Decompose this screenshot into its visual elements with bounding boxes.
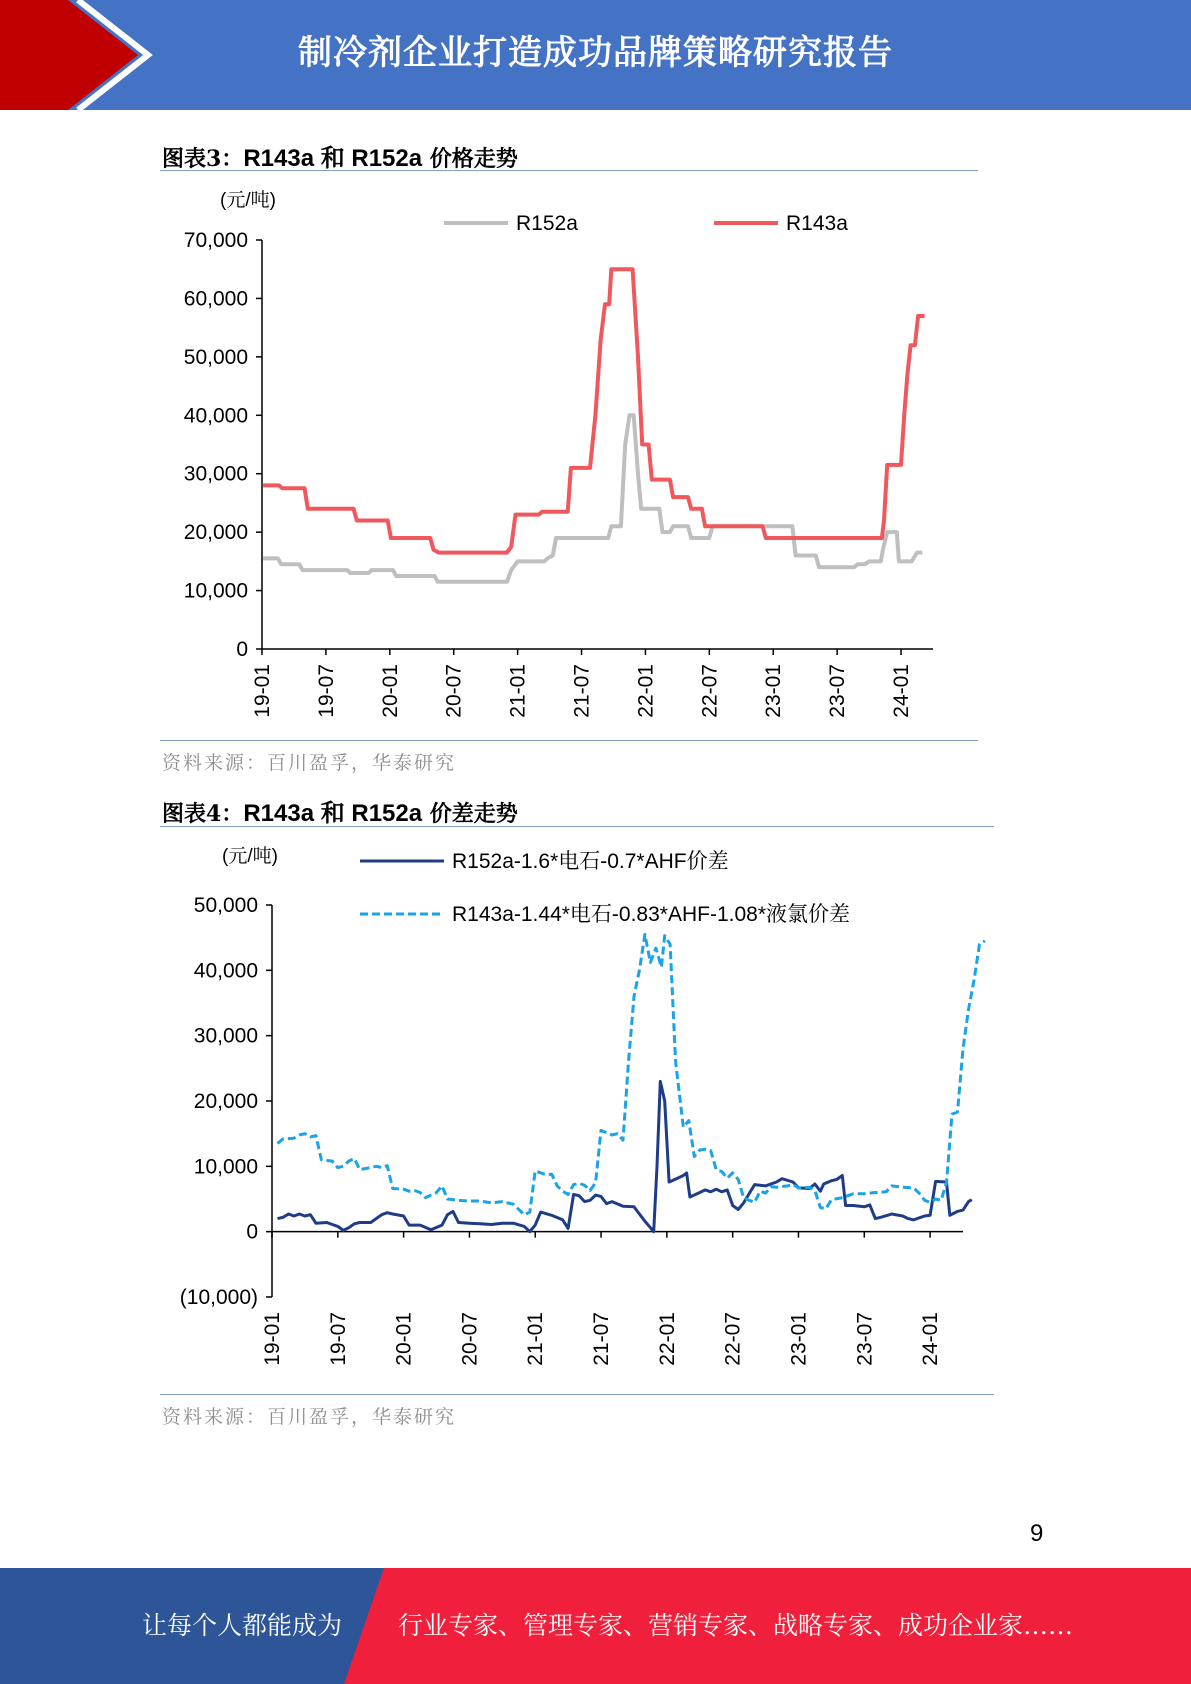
page-header (0, 0, 1191, 110)
y-tick-label: (10,000) (179, 1286, 258, 1309)
x-tick-label: 19-01 (251, 664, 274, 718)
figure4-title (162, 793, 518, 828)
figure3-title (162, 138, 518, 173)
x-tick-label: 20-07 (458, 1312, 482, 1366)
y-tick-label: 10,000 (193, 1155, 258, 1179)
figure3-title-suffix: 价格走势 (422, 146, 518, 172)
figure4-title-suffix: 价差走势 (422, 801, 518, 827)
x-tick-label: 24-01 (919, 1312, 943, 1366)
x-tick-label: 23-01 (787, 1312, 811, 1366)
x-tick-label: 24-01 (890, 664, 914, 718)
figure3-bottom-rule (160, 740, 978, 741)
y-tick-label: 50,000 (183, 345, 248, 369)
x-tick-label: 22-07 (721, 1312, 745, 1366)
x-tick-label: 21-07 (590, 1312, 614, 1366)
x-tick-label: 22-07 (698, 664, 722, 718)
y-tick-label: 30,000 (183, 462, 248, 486)
x-tick-label: 20-01 (392, 1312, 416, 1366)
figure3-title-latin: R143a 和 R152a (243, 145, 423, 172)
x-tick-label: 23-07 (853, 1312, 877, 1366)
footer-slogan-left: 让每个人都能成为 (142, 1611, 343, 1640)
footer-slogan-right: 行业专家、管理专家、营销专家、战略专家、成功企业家…… (398, 1611, 1074, 1640)
y-tick-label: 10,000 (183, 579, 248, 603)
legend-label: R152a (516, 212, 578, 235)
y-tick-label: 40,000 (193, 959, 258, 983)
y-tick-label: 0 (236, 638, 248, 661)
x-tick-label: 21-01 (524, 1312, 548, 1366)
figure3-prefix: 图表3： (162, 146, 244, 172)
x-tick-label: 21-07 (570, 664, 594, 718)
legend-label: R143a (786, 212, 848, 235)
y-tick-label: 0 (246, 1220, 258, 1244)
figure4-source: 资料来源：百川盈孚，华泰研究 (162, 1406, 457, 1428)
x-tick-label: 20-01 (378, 664, 402, 718)
x-tick-label: 20-07 (442, 664, 466, 718)
y-tick-label: 20,000 (193, 1090, 258, 1113)
y-tick-label: 50,000 (193, 894, 258, 917)
y-unit-label: (元/吨) (220, 190, 276, 211)
y-tick-label: 40,000 (183, 404, 248, 428)
price-trend-chart (0, 180, 1191, 740)
spread-trend-chart (0, 834, 1191, 1394)
series-line-r143a (263, 269, 924, 552)
page-number: 9 (1030, 1520, 1044, 1547)
page-footer (0, 1568, 1191, 1684)
figure4-prefix: 图表4： (162, 801, 244, 827)
x-tick-label: 19-07 (314, 664, 338, 718)
x-tick-label: 23-01 (762, 664, 786, 718)
figure3-source: 资料来源：百川盈孚，华泰研究 (162, 752, 457, 774)
figure4-bottom-rule (160, 1394, 994, 1395)
x-tick-label: 22-01 (634, 664, 658, 718)
y-tick-label: 30,000 (193, 1024, 258, 1048)
report-title: 制冷剂企业打造成功品牌策略研究报告 (298, 33, 893, 73)
x-tick-label: 19-01 (261, 1312, 284, 1366)
figure4-top-rule (160, 826, 994, 827)
series-line-r143a-1-44-0-83-ahf-1-08- (278, 934, 985, 1214)
y-tick-label: 70,000 (183, 229, 248, 252)
x-tick-label: 22-01 (655, 1312, 679, 1366)
x-tick-label: 19-07 (326, 1312, 350, 1366)
legend-label: R143a-1.44*电石-0.83*AHF-1.08*液氯价差 (452, 903, 850, 926)
y-tick-label: 20,000 (183, 521, 248, 545)
x-tick-label: 21-01 (506, 664, 530, 718)
figure3-top-rule (160, 170, 978, 171)
y-unit-label: (元/吨) (222, 846, 278, 867)
legend-label: R152a-1.6*电石-0.7*AHF价差 (452, 850, 729, 873)
figure4-title-latin: R143a 和 R152a (243, 800, 423, 827)
x-tick-label: 23-07 (826, 664, 850, 718)
y-tick-label: 60,000 (183, 287, 248, 311)
